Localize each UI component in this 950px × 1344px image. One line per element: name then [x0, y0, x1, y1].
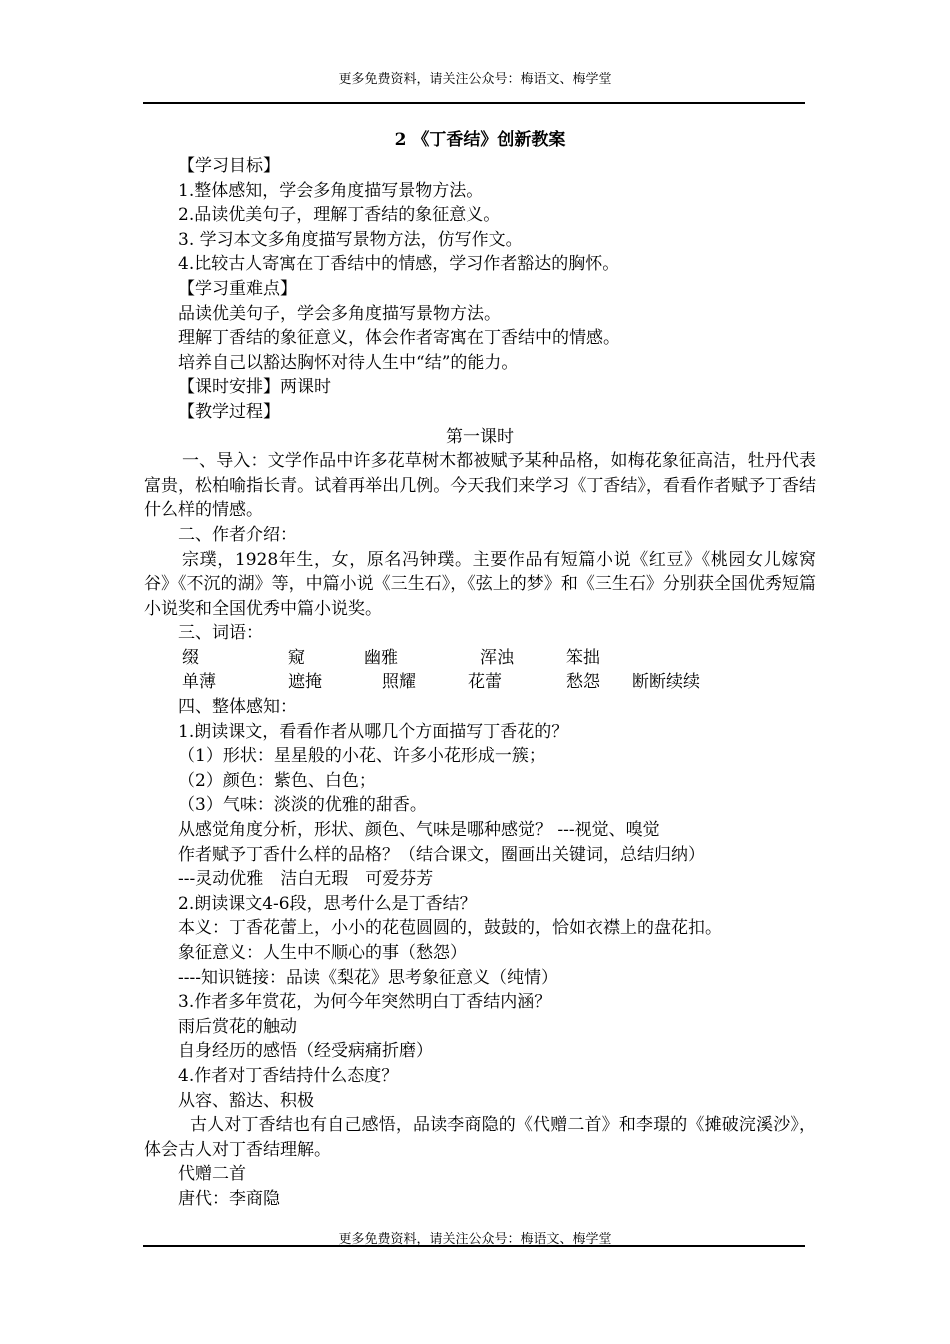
- words-row-2: [144, 670, 816, 695]
- word: 花蕾: [468, 672, 502, 693]
- objective-2: 2.品读优美句子，理解丁香结的象征意义。: [178, 205, 501, 226]
- page-header-note: 更多免费资料，请关注公众号：梅语文、梅学堂: [338, 72, 612, 87]
- poem-title: 代赠二首: [178, 1164, 246, 1185]
- answer-1-color: （2）颜色：紫色、白色；: [178, 770, 376, 791]
- answer-3-experience: 自身经历的感悟（经受病痛折磨）: [178, 1041, 433, 1062]
- lesson-1-heading: 第一课时: [446, 426, 514, 447]
- word: 窥: [288, 647, 305, 668]
- keypoint-2: 理解丁香结的象征意义，体会作者寄寓在丁香结中的情感。: [178, 328, 620, 349]
- question-3: 3.作者多年赏花，为何今年突然明白丁香结内涵？: [178, 992, 552, 1013]
- answer-1-shape: （1）形状：星星般的小花、许多小花形成一簇；: [178, 746, 546, 767]
- word: 单薄: [182, 672, 216, 693]
- question-1: 1.朗读课文，看看作者从哪几个方面描写丁香花的？: [178, 721, 569, 742]
- answer-4: 从容、豁达、积极: [178, 1090, 314, 1111]
- answer-1-smell: （3）气味：淡淡的优雅的甜香。: [178, 795, 427, 816]
- answer-3-rain: 雨后赏花的触动: [178, 1016, 297, 1037]
- schedule: 【课时安排】两课时: [178, 377, 331, 398]
- keypoints-heading: 【学习重难点】: [178, 278, 297, 299]
- page-footer-note: 更多免费资料，请关注公众号：梅语文、梅学堂: [338, 1232, 612, 1247]
- word: 照耀: [382, 672, 416, 693]
- objective-4: 4.比较古人寄寓在丁香结中的情感，学习作者豁达的胸怀。: [178, 254, 620, 275]
- keypoint-3: 培养自己以豁达胸怀对待人生中“结”的能力。: [178, 352, 519, 373]
- question-2: 2.朗读课文4-6段，思考什么是丁香结？: [178, 893, 477, 914]
- word: 遮掩: [288, 672, 322, 693]
- footer-rule: [143, 1245, 805, 1247]
- question-4: 4.作者对丁香结持什么态度？: [178, 1065, 399, 1086]
- author-paragraph: 宗璞，1928年生，女，原名冯钟璞。主要作品有短篇小说《红豆》《桃园女儿嫁窝谷》《不沉的湖》等，中篇小说《三生石》，《弦上的梦》和《三生石》分别获全国优秀短篇小说奖和全国优秀中篇小说奖。: [144, 549, 816, 619]
- knowledge-link: ----知识链接：品读《梨花》思考象征意义（纯情）: [178, 967, 558, 988]
- keypoint-1: 品读优美句子，学会多角度描写景物方法。: [178, 303, 501, 324]
- word: 缀: [182, 647, 199, 668]
- sense-analysis: 从感觉角度分析，形状、颜色、气味是哪种感觉？ ---视觉、嗅觉: [178, 820, 660, 841]
- ancient-paragraph: 古人对丁香结也有自己感悟，品读李商隐的《代赠二首》和李璟的《摊破浣溪沙》，体会古人对丁香结理解。: [144, 1115, 816, 1160]
- header-rule: [143, 102, 805, 104]
- overall-heading: 四、整体感知：: [178, 697, 297, 718]
- intro-paragraph: 一、导入：文学作品中许多花草树木都被赋予某种品格，如梅花象征高洁，牡丹代表富贵，松柏喻指长青。试着再举出几例。今天我们来学习《丁香结》，看看作者赋予丁香结什么样的情感。: [144, 451, 816, 521]
- objective-1: 1.整体感知，学会多角度描写景物方法。: [178, 180, 484, 201]
- words-heading: 三、词语：: [178, 623, 263, 644]
- words-row-1: [144, 646, 816, 671]
- literal-meaning: 本义：丁香花蕾上，小小的花苞圆圆的，鼓鼓的，恰如衣襟上的盘花扣。: [178, 918, 722, 939]
- lesson-plan-body: [144, 126, 816, 1212]
- quality-answer: ---灵动优雅 洁白无瑕 可爱芬芳: [178, 869, 434, 890]
- word: 断断续续: [632, 672, 700, 693]
- word: 幽雅: [364, 647, 398, 668]
- symbolic-meaning: 象征意义：人生中不顺心的事（愁怨）: [178, 943, 467, 963]
- word: 浑浊: [480, 647, 514, 668]
- objective-3: 3. 学习本文多角度描写景物方法，仿写作文。: [178, 229, 523, 250]
- author-heading: 二、作者介绍：: [178, 524, 297, 545]
- quality-question: 作者赋予丁香什么样的品格？（结合课文，圈画出关键词，总结归纳）: [178, 844, 705, 865]
- word: 愁怨: [566, 672, 600, 693]
- poem-author: 唐代：李商隐: [178, 1188, 280, 1209]
- doc-title: 2 《丁香结》创新教案: [394, 130, 566, 150]
- word: 笨拙: [566, 647, 600, 668]
- process-heading: 【教学过程】: [178, 401, 280, 422]
- objectives-heading: 【学习目标】: [178, 156, 280, 176]
